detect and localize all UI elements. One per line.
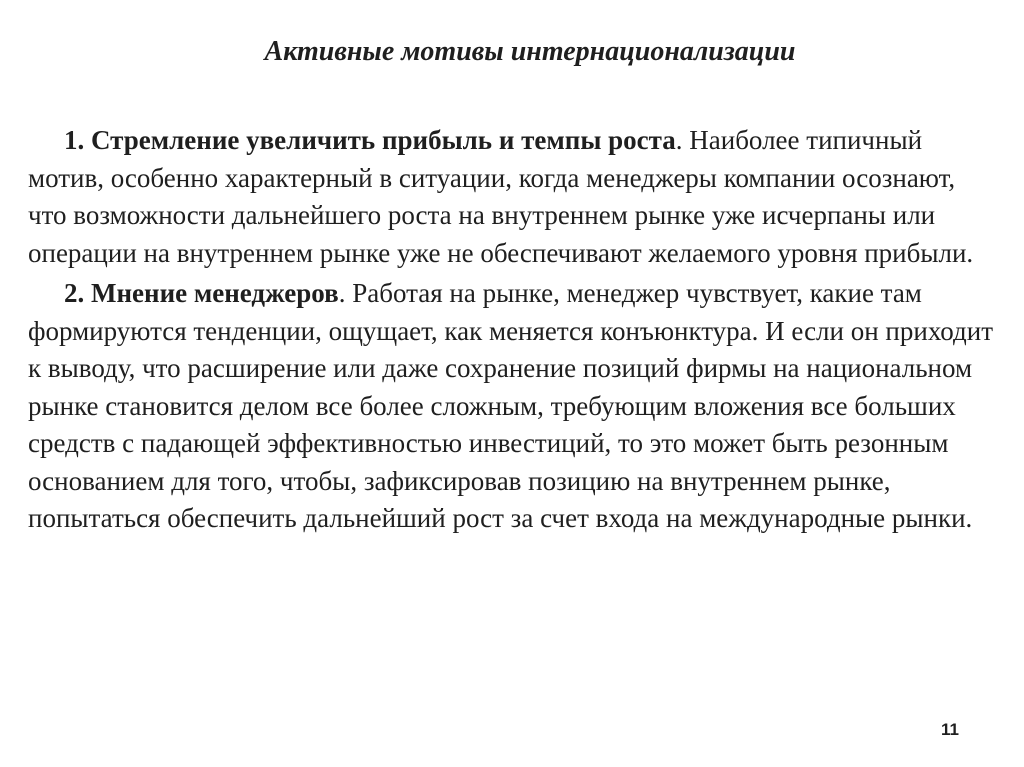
paragraph-profit-growth [28,122,998,272]
slide-body [28,122,998,538]
paragraph-lead: 1. Стремление увеличить прибыль и темпы роста [64,125,676,155]
paragraph-text: . Работая на рынке, менеджер чувствует, какие там формируются тенденции, ощущает, как меняется конъюнктура. И если он приходит к выводу, что расширение или даже сохранение позиций фирмы на национальном рынке становится делом все более сложным, требующим вложения все больших средств с падающей эффективностью инвестиций, то это может быть резонным основанием для того, чтобы, зафиксировав позицию на внутреннем рынке, попытаться обеспечить дальнейший рост за счет входа на международные рынки. [28,278,993,533]
page-number: 11 [941,720,959,739]
slide-title: Активные мотивы интернационализации [264,36,796,67]
paragraph-lead: 2. Мнение менеджеров [64,278,339,308]
paragraph-managers-opinion [28,275,998,538]
paragraph-text: . Наиболее типичный мотив, особенно характерный в ситуации, когда менеджеры компании осознают, что возможности дальнейшего роста на внутреннем рынке уже исчерпаны или операции на внутреннем рынке уже не обеспечивают желаемого уровня прибыли. [28,125,974,268]
